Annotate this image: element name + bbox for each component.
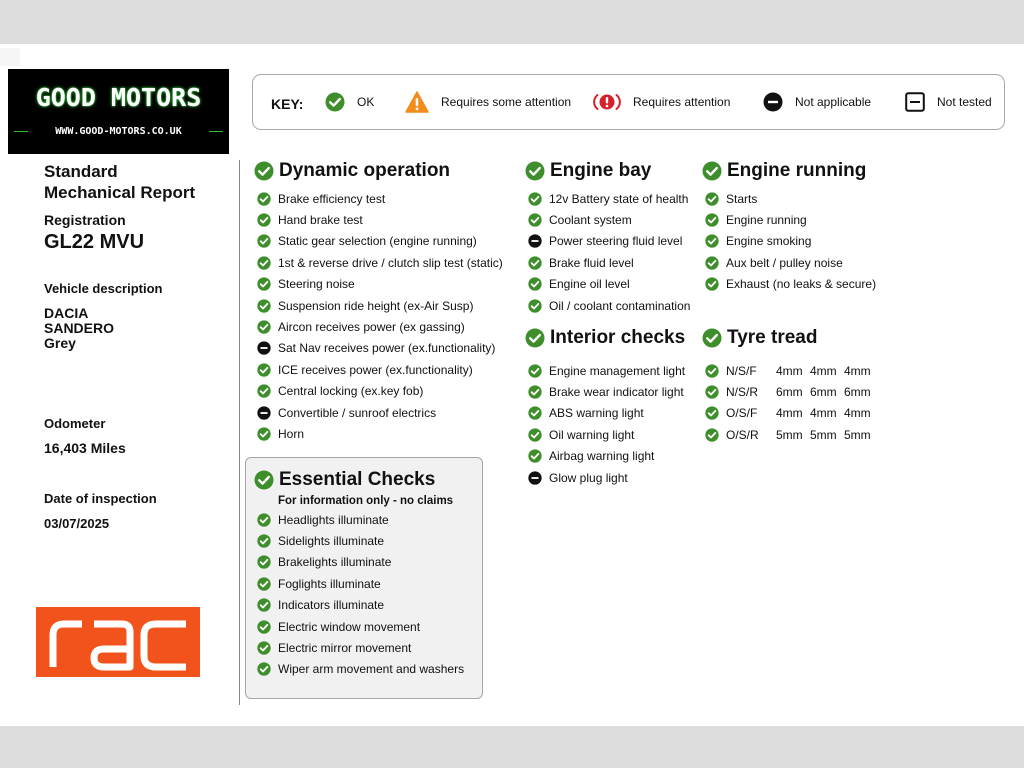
check-item: [257, 295, 503, 316]
registration-label: Registration: [44, 212, 126, 228]
check-item-label: 12v Battery state of health: [549, 191, 689, 206]
check-item: [257, 274, 503, 295]
check-item-label: Engine smoking: [726, 234, 812, 249]
check-circle-icon: [705, 213, 719, 227]
check-item-label: Brake fluid level: [549, 255, 634, 270]
check-circle-icon: [325, 92, 345, 112]
check-item-label: Hand brake test: [278, 213, 363, 228]
check-item: [528, 403, 685, 424]
vehicle-make: DACIA: [44, 305, 89, 321]
check-circle-icon: [257, 577, 271, 591]
check-item-label: Aux belt / pulley noise: [726, 255, 843, 270]
check-circle-icon: [705, 385, 719, 399]
check-item: [257, 381, 503, 402]
check-circle-icon: [528, 256, 542, 270]
check-item-label: Power steering fluid level: [549, 234, 683, 249]
check-item: [257, 402, 503, 423]
check-item: [257, 509, 464, 530]
check-circle-icon: [528, 192, 542, 206]
tyre-depth-1: 4mm: [776, 363, 803, 378]
check-item: [257, 573, 464, 594]
key-label-attention: Requires attention: [633, 95, 731, 109]
engine-bay-title: Engine bay: [550, 160, 652, 181]
check-item-label: Electric mirror movement: [278, 641, 412, 656]
check-circle-icon: [528, 277, 542, 291]
check-item-label: Engine running: [726, 213, 807, 228]
check-circle-icon: [528, 385, 542, 399]
check-item-label: 1st & reverse drive / clutch slip test (static): [278, 255, 503, 270]
section-engine-bay-title: [525, 160, 651, 182]
dynamic-operation-list: [257, 188, 503, 445]
odometer-value: 16,403 Miles: [44, 440, 126, 456]
key-label-na: Not applicable: [795, 95, 872, 109]
check-item: [528, 252, 690, 273]
tyre-depth-2: 5mm: [810, 427, 837, 442]
column-divider: [239, 160, 240, 705]
check-circle-icon: [257, 320, 271, 334]
check-item-label: Engine management light: [549, 363, 686, 378]
check-circle-icon: [257, 534, 271, 548]
check-item: [257, 637, 464, 658]
check-item: [705, 252, 876, 273]
key-label-not-tested: Not tested: [937, 95, 992, 109]
not-applicable-icon: [528, 471, 542, 485]
odometer-label: Odometer: [44, 416, 106, 431]
inspection-date-value: 03/07/2025: [44, 516, 110, 531]
tyre-position: N/S/R: [726, 385, 759, 400]
tyre-row: [705, 403, 874, 424]
check-item: [257, 252, 503, 273]
not-applicable-icon: [257, 406, 271, 420]
vehicle-colour: Grey: [44, 335, 76, 351]
check-circle-icon: [257, 513, 271, 527]
not-tested-icon: [905, 92, 925, 112]
check-item-label: Exhaust (no leaks & secure): [726, 277, 877, 292]
tyre-row: [705, 424, 874, 445]
check-circle-icon: [257, 598, 271, 612]
check-circle-icon: [528, 428, 542, 442]
check-circle-icon: [528, 364, 542, 378]
check-circle-icon: [257, 363, 271, 377]
section-interior-checks-title: [525, 327, 685, 349]
alert-exclamation-icon: [593, 92, 621, 112]
check-item: [528, 360, 685, 381]
dynamic-title: Dynamic operation: [279, 160, 451, 181]
check-item: [257, 659, 464, 680]
essential-title: Essential Checks: [279, 469, 436, 490]
report-title-line2: Mechanical Report: [44, 183, 196, 202]
check-item-label: Headlights illuminate: [278, 512, 389, 527]
tyre-position: O/S/F: [726, 406, 758, 421]
key-title: KEY:: [271, 96, 304, 112]
not-applicable-icon: [257, 341, 271, 355]
check-item-label: Horn: [278, 426, 305, 441]
check-item: [257, 338, 503, 359]
check-item: [528, 467, 685, 488]
check-circle-icon: [257, 555, 271, 569]
check-item-label: Central locking (ex.key fob): [278, 384, 424, 399]
check-circle-icon: [257, 234, 271, 248]
check-circle-icon: [257, 213, 271, 227]
tyre-depth-1: 5mm: [776, 427, 803, 442]
vehicle-description: [44, 306, 114, 351]
check-item: [257, 530, 464, 551]
check-item: [257, 359, 503, 380]
check-item-label: Oil warning light: [549, 427, 635, 442]
tyre-row: [705, 381, 874, 402]
check-item-label: Sat Nav receives power (ex.functionality): [278, 341, 496, 356]
check-circle-icon: [705, 406, 719, 420]
check-item-label: ABS warning light: [549, 406, 644, 421]
check-circle-icon: [528, 406, 542, 420]
engine-running-list: [705, 188, 876, 295]
essential-checks-list: [257, 509, 464, 680]
check-item-label: Brakelights illuminate: [278, 555, 392, 570]
check-item-label: Starts: [726, 191, 758, 206]
interior-checks-list: [528, 360, 685, 488]
engine-running-title: Engine running: [727, 160, 867, 181]
check-item: [528, 295, 690, 316]
check-item-label: Static gear selection (engine running): [278, 234, 477, 249]
good-motors-logo: [8, 69, 229, 154]
check-circle-icon: [705, 234, 719, 248]
section-engine-running-title: [702, 160, 866, 182]
check-item: [528, 424, 685, 445]
check-item-label: Engine oil level: [549, 277, 630, 292]
check-circle-icon: [257, 384, 271, 398]
check-circle-icon: [705, 277, 719, 291]
key-legend: [252, 74, 1005, 130]
section-essential-checks-title: [254, 469, 435, 491]
check-item: [528, 446, 685, 467]
check-circle-icon: [705, 192, 719, 206]
check-item: [528, 381, 685, 402]
check-circle-icon: [254, 470, 274, 490]
check-circle-icon: [528, 213, 542, 227]
check-circle-icon: [705, 364, 719, 378]
tyre-depth-1: 6mm: [776, 385, 803, 400]
check-circle-icon: [528, 449, 542, 463]
check-circle-icon: [257, 427, 271, 441]
check-circle-icon: [702, 161, 722, 181]
not-applicable-icon: [528, 234, 542, 248]
vehicle-description-label: Vehicle description: [44, 281, 163, 296]
check-item: [705, 188, 876, 209]
check-item-label: ICE receives power (ex.functionality): [278, 362, 473, 377]
check-item: [257, 423, 503, 444]
key-item-not-tested: [905, 92, 992, 112]
rac-logo: [36, 607, 200, 677]
tyre-depth-3: 6mm: [844, 385, 871, 400]
section-tyre-tread-title: [702, 327, 817, 349]
check-item-label: Brake efficiency test: [278, 191, 386, 206]
logo-rule-right: [209, 131, 223, 132]
tyre-title: Tyre tread: [727, 327, 818, 348]
key-item-attention: [593, 92, 730, 112]
check-item-label: Foglights illuminate: [278, 576, 381, 591]
tyre-depth-1: 4mm: [776, 406, 803, 421]
tyre-depth-3: 4mm: [844, 406, 871, 421]
tyre-depth-3: 4mm: [844, 363, 871, 378]
essential-subtitle: For information only - no claims: [278, 495, 454, 507]
check-item: [257, 188, 503, 209]
check-circle-icon: [257, 620, 271, 634]
vehicle-model: SANDERO: [44, 320, 115, 336]
section-dynamic-operation-title: [254, 160, 450, 182]
check-item: [257, 552, 464, 573]
check-circle-icon: [257, 662, 271, 676]
inspection-date-label: Date of inspection: [44, 491, 157, 506]
tyre-position: O/S/R: [726, 427, 759, 442]
key-item-na: [763, 92, 871, 112]
engine-bay-list: [528, 188, 690, 316]
check-item: [705, 231, 876, 252]
check-item: [528, 231, 690, 252]
check-item-label: Electric window movement: [278, 619, 421, 634]
key-item-ok: [325, 92, 374, 112]
not-applicable-icon: [763, 92, 783, 112]
check-circle-icon: [528, 299, 542, 313]
check-item: [705, 274, 876, 295]
check-item-label: Aircon receives power (ex gassing): [278, 320, 465, 335]
key-item-some-attention: [405, 91, 571, 113]
check-circle-icon: [705, 256, 719, 270]
check-circle-icon: [705, 428, 719, 442]
check-item: [257, 316, 503, 337]
check-item-label: Airbag warning light: [549, 449, 655, 464]
interior-title: Interior checks: [550, 327, 686, 348]
check-item-label: Glow plug light: [549, 470, 628, 485]
check-item: [528, 209, 690, 230]
key-label-ok: OK: [357, 95, 375, 109]
check-item-label: Oil / coolant contamination: [549, 298, 691, 313]
check-item: [257, 231, 503, 252]
tyre-depth-3: 5mm: [844, 427, 871, 442]
tyre-tread-list: [705, 360, 874, 446]
check-circle-icon: [525, 328, 545, 348]
registration-value: GL22 MVU: [44, 231, 145, 253]
check-item-label: Suspension ride height (ex-Air Susp): [278, 298, 474, 313]
check-item-label: Brake wear indicator light: [549, 385, 684, 400]
check-item: [705, 209, 876, 230]
check-circle-icon: [257, 299, 271, 313]
check-item-label: Wiper arm movement and washers: [278, 662, 465, 677]
check-item-label: Steering noise: [278, 277, 355, 292]
check-item: [528, 188, 690, 209]
logo-title: GOOD MOTORS: [35, 83, 202, 112]
check-item: [528, 274, 690, 295]
check-item-label: Convertible / sunroof electrics: [278, 405, 437, 420]
check-item: [257, 616, 464, 637]
tyre-depth-2: 4mm: [810, 363, 837, 378]
rac-wordmark: [36, 607, 200, 677]
logo-url: WWW.GOOD-MOTORS.CO.UK: [55, 126, 182, 137]
check-circle-icon: [257, 641, 271, 655]
tyre-depth-2: 6mm: [810, 385, 837, 400]
check-item-label: Indicators illuminate: [278, 598, 385, 613]
check-circle-icon: [257, 256, 271, 270]
tyre-position: N/S/F: [726, 363, 757, 378]
check-item-label: Coolant system: [549, 213, 632, 228]
check-item: [257, 595, 464, 616]
check-circle-icon: [257, 277, 271, 291]
check-circle-icon: [257, 192, 271, 206]
check-circle-icon: [702, 328, 722, 348]
report-title-line1: Standard: [44, 162, 118, 181]
sheet-notch: [0, 48, 20, 66]
tyre-depth-2: 4mm: [810, 406, 837, 421]
check-circle-icon: [525, 161, 545, 181]
key-label-some-attention: Requires some attention: [441, 95, 572, 109]
check-circle-icon: [254, 161, 274, 181]
check-item-label: Sidelights illuminate: [278, 534, 385, 549]
check-item: [257, 209, 503, 230]
tyre-row: [705, 360, 874, 381]
warning-triangle-icon: [405, 91, 429, 113]
